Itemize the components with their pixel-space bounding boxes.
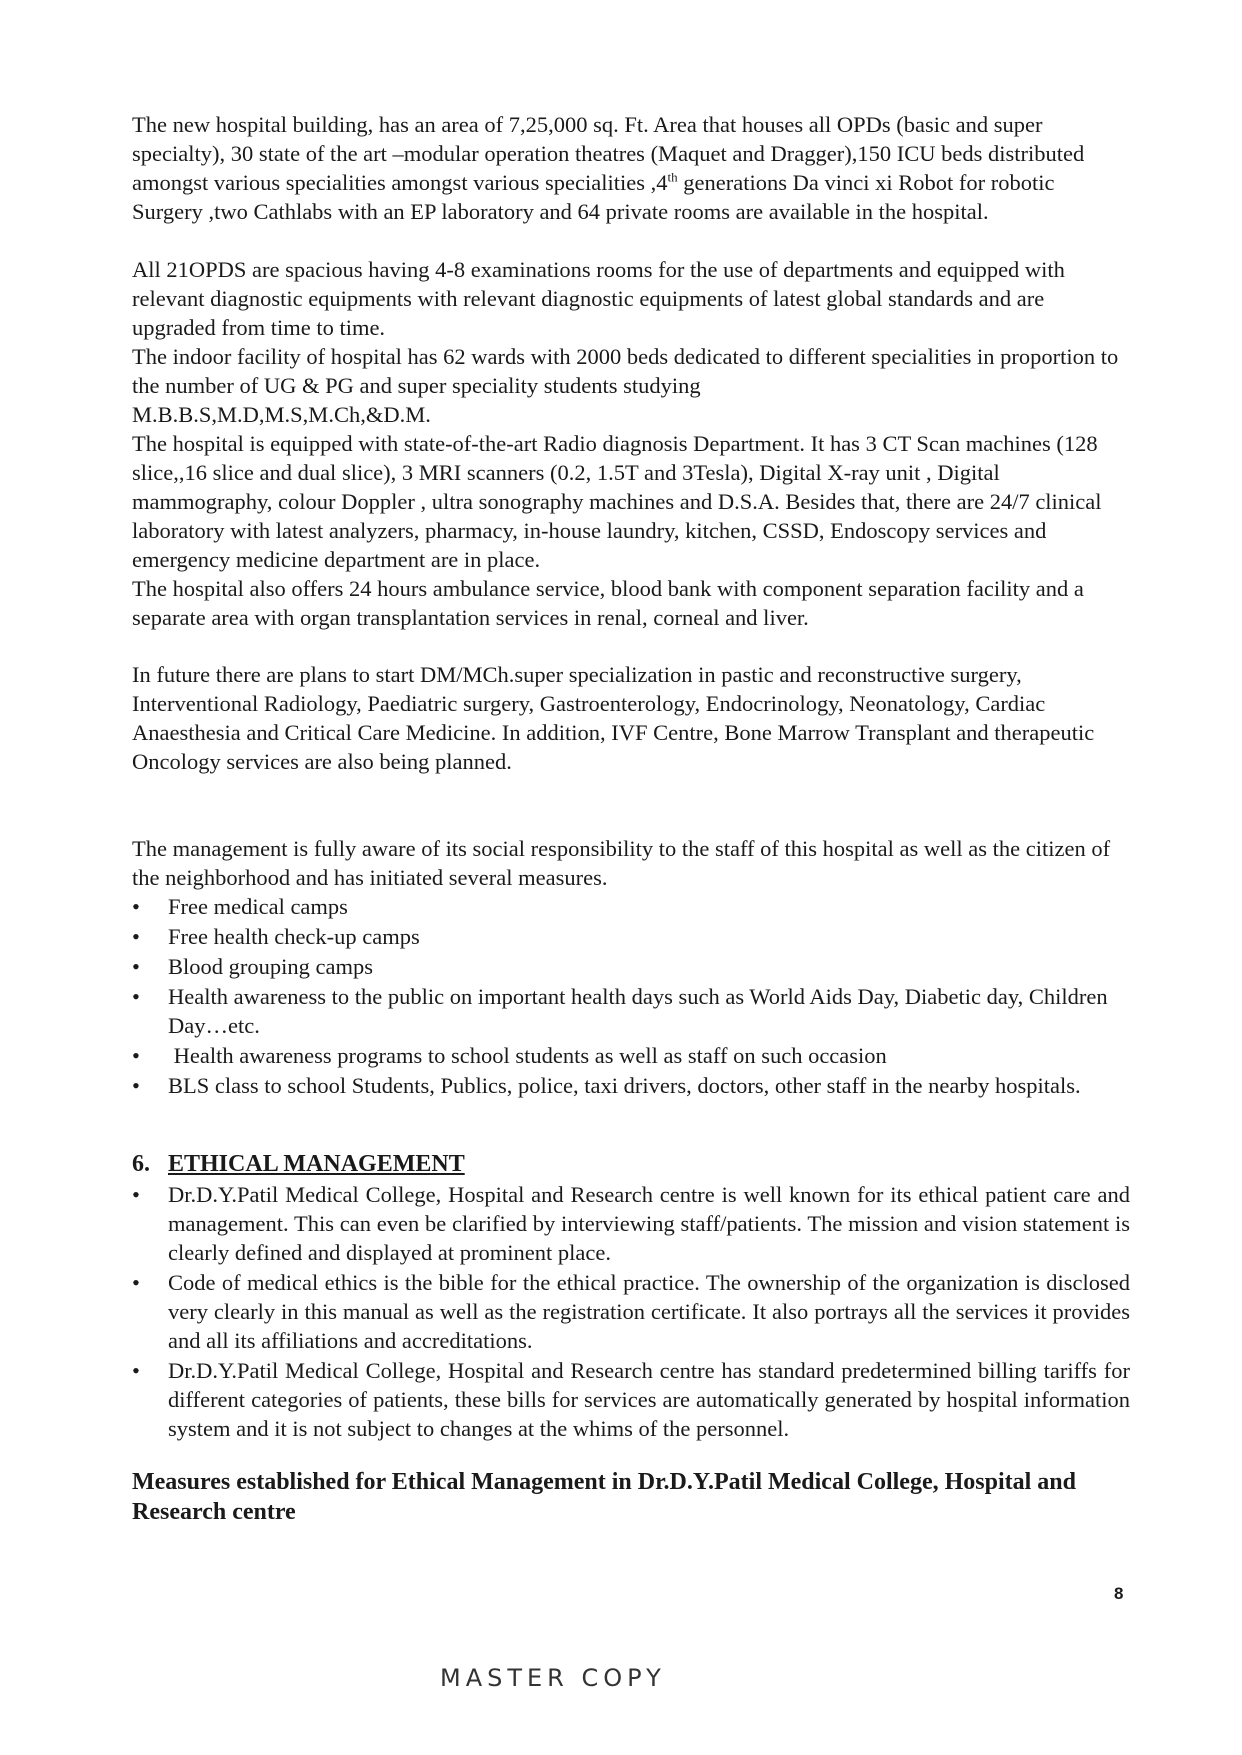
measures-heading: Measures established for Ethical Management in Dr.D.Y.Patil Medical College, Hospital and Research centre <box>132 1469 1076 1525</box>
page-number: 8 <box>1114 1584 1124 1603</box>
paragraph-opds: All 21OPDS are spacious having 4-8 examinations rooms for the use of departments and equipped with relevant diagnostic equipments with relevant diagnostic equipments of latest global standards and are upgraded from time to time. <box>132 257 1065 340</box>
paragraph-future-plans: In future there are plans to start DM/MCh.super specialization in pastic and reconstructive surgery, Interventional Radiology, Paediatric surgery, Gastroenterology, Endocrinology, Neonatology, Cardiac Anaesthesia and Critical Care Medicine. In addition, IVF Centre, Bone Marrow Transplant and therapeutic Oncology services are also being planned. <box>132 662 1095 774</box>
section-heading <box>132 1149 465 1179</box>
bullet-icon: • <box>132 984 140 1009</box>
bullet-icon: • <box>132 954 140 979</box>
list-item <box>132 1071 1130 1100</box>
paragraph-indoor-facility: The indoor facility of hospital has 62 wards with 2000 beds dedicated to different specialities in proportion to the number of UG & PG and super speciality students studying <box>132 344 1119 398</box>
list-item <box>132 1268 1130 1355</box>
paragraph-radio-diagnosis: The hospital is equipped with state-of-the-art Radio diagnosis Department. It has 3 CT Scan machines (128 slice,,16 slice and dual slice), 3 MRI scanners (0.2, 1.5T and 3Tesla), Digital X-ray unit , Digital mammography, colour Doppler , ultra sonography machines and D.S.A. Besides that, there are 24/7 clinical laboratory with latest analyzers, pharmacy, in-house laundry, kitchen, CSSD, Endoscopy services and emergency medicine department are in place. <box>132 431 1102 572</box>
list-item <box>132 1041 1130 1070</box>
list-item <box>132 982 1130 1040</box>
bullet-icon: • <box>132 1182 140 1207</box>
list-item-text: Free medical camps <box>168 894 348 919</box>
superscript: th <box>667 169 678 185</box>
list-item-text: Dr.D.Y.Patil Medical College, Hospital and Research centre has standard predetermined billing tariffs for different categories of patients, these bills for services are automatically generated by hospital information system and it is not subject to changes at the whims of the personnel. <box>168 1358 1130 1441</box>
list-item-text: Health awareness programs to school students as well as staff on such occasion <box>168 1043 887 1068</box>
paragraph-degrees: M.B.B.S,M.D,M.S,M.Ch,&D.M. <box>132 402 431 427</box>
list-item <box>132 1180 1130 1267</box>
list-item <box>132 952 1130 981</box>
bullet-icon: • <box>132 924 140 949</box>
bullet-icon: • <box>132 1270 140 1295</box>
list-item <box>132 892 1130 921</box>
section-title: ETHICAL MANAGEMENT <box>168 1151 465 1177</box>
bullet-icon: • <box>132 1358 140 1383</box>
list-item-text: Code of medical ethics is the bible for the ethical practice. The ownership of the organization is disclosed very clearly in this manual as well as the registration certificate. It also portrays all the services it provides and all its affiliations and accreditations. <box>168 1270 1130 1353</box>
paragraph-text: generations Da vinci xi Robot for robotic Surgery ,two Cathlabs with an EP laboratory and 64 private rooms are available in the hospital. <box>132 170 1055 224</box>
list-item <box>132 1356 1130 1443</box>
bullet-icon: • <box>132 894 140 919</box>
section-number: 6. <box>132 1151 150 1177</box>
bullet-icon: • <box>132 1073 140 1098</box>
list-item-text: Health awareness to the public on important health days such as World Aids Day, Diabetic day, Children Day…etc. <box>168 984 1108 1038</box>
paragraph-ambulance: The hospital also offers 24 hours ambulance service, blood bank with component separation facility and a separate area with organ transplantation services in renal, corneal and liver. <box>132 576 1084 630</box>
list-item-text: Blood grouping camps <box>168 954 373 979</box>
social-measures-list <box>132 892 1130 1101</box>
master-copy-stamp: MASTER COPY <box>440 1664 666 1692</box>
list-item-text: BLS class to school Students, Publics, police, taxi drivers, doctors, other staff in the nearby hospitals. <box>168 1073 1081 1098</box>
ethical-management-list <box>132 1180 1130 1444</box>
paragraph-text: The new hospital building, has an area of 7,25,000 sq. Ft. Area that houses all OPDs (basic and super specialty), 30 state of the art –modular operation theatres (Maquet and Dragger),150 ICU beds distributed amongst various specialities amongst various specialities ,4 <box>132 112 1085 195</box>
list-item-text: Dr.D.Y.Patil Medical College, Hospital and Research centre is well known for its ethical patient care and management. This can even be clarified by interviewing staff/patients. The mission and vision statement is clearly defined and displayed at prominent place. <box>168 1182 1130 1265</box>
paragraph-social-responsibility: The management is fully aware of its social responsibility to the staff of this hospital as well as the citizen of the neighborhood and has initiated several measures. <box>132 836 1111 890</box>
list-item <box>132 922 1130 951</box>
bullet-icon: • <box>132 1043 140 1068</box>
paragraph-hospital-building <box>132 110 1130 226</box>
list-item-text: Free health check-up camps <box>168 924 420 949</box>
